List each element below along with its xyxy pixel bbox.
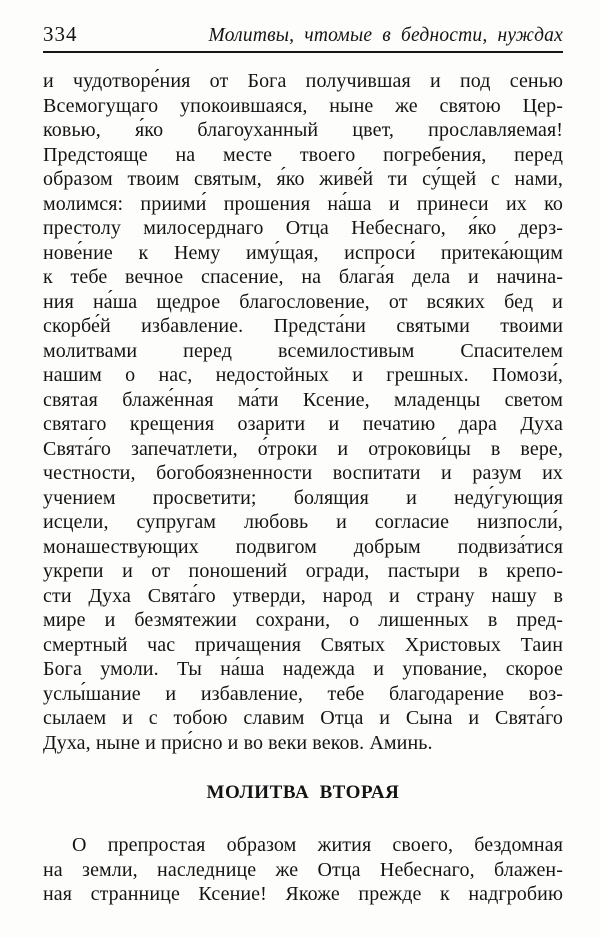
text-line: О препростая образом жития своего, бездомная <box>72 834 563 856</box>
page-number: 334 <box>43 22 78 46</box>
prayer-heading: МОЛИТВА ВТОРАЯ <box>206 782 400 803</box>
text-line: скорбе́й избавление. Предста́ни святыми твоими <box>43 315 563 337</box>
text-line: сти Духа Свята́го утверди, народ и страну нашу в <box>43 584 563 607</box>
prayer-first-paragraph <box>43 69 563 755</box>
text-line: святаго крещения озарити и печатию дара Духа <box>43 413 563 435</box>
prayer-second-paragraph <box>43 833 563 907</box>
text-line: ния на́ша щедрое благословение, от всяких бед и <box>43 290 563 313</box>
text-line: молимся: приими́ прошения на́ша и принеси их ко <box>43 192 563 215</box>
text-line: нове́ние к Нему иму́щая, испроси́ притека́ющим <box>43 241 563 264</box>
text-line: и чудотворе́ния от Бога получившая и под сенью <box>43 70 563 92</box>
text-line: учением просветити; болящия и неду́гующия <box>43 486 563 509</box>
text-line: услы́шание и избавление, тебе благодарение воз- <box>43 682 563 705</box>
text-line: Бога умоли. Ты на́ша надежда и упование, скорое <box>43 658 563 680</box>
text-line: исцели, супругам любовь и согласие низпосли́, <box>43 511 563 533</box>
text-line: честности, богобоязненности воспитати и разум их <box>43 462 563 484</box>
header-rule <box>43 51 563 53</box>
text-block <box>43 69 563 907</box>
text-line: престолу милосерднаго Отца Небеснаго, я́ко дерз- <box>43 217 563 239</box>
text-line: сылаем и с тобою славим Отца и Сына и Свята́го <box>43 707 563 729</box>
running-title: Молитвы, чтомые в бедности, нуждах <box>208 25 563 46</box>
text-line: нашим о нас, недостойных и грешных. Помози́, <box>43 364 563 386</box>
text-line: Духа, ныне и при́сно и во веки веков. Аминь. <box>43 731 433 754</box>
text-line: молитвами перед всемилостивым Спасителем <box>43 339 563 362</box>
text-line: мире и безмятежии сохрани, о лишенных в пред- <box>43 609 563 631</box>
text-line: Предстояще на месте твоего погребения, перед <box>43 143 563 166</box>
text-line: к тебе вечное спасение, на блага́я дела и начина- <box>43 266 563 288</box>
text-line: образом твоим святым, я́ко живе́й ти су́щей с нами, <box>43 168 563 190</box>
running-header <box>43 22 563 47</box>
text-line: ная страннице Ксение! Якоже прежде к надгробию <box>43 883 563 905</box>
text-line: на земли, наследнице же Отца Небеснаго, блажен- <box>43 858 563 881</box>
text-line: смертный час причащения Святых Христовых Таин <box>43 633 563 656</box>
text-line: укрепи и от поношений огради, пастыри в крепо- <box>43 560 563 582</box>
text-line: святая блаже́нная ма́ти Ксение, младенцы светом <box>43 388 563 411</box>
text-line: Всемогущаго упокоившаяся, ныне же святою Цер- <box>43 94 563 117</box>
text-line: ковью, я́ко благоуханный цвет, прославляемая! <box>43 119 563 141</box>
text-line: монашествующих подвигом добрым подвиза́тися <box>43 535 563 558</box>
text-line: Свята́го запечатлети, о́троки и отрокови́цы в вере, <box>43 437 563 460</box>
